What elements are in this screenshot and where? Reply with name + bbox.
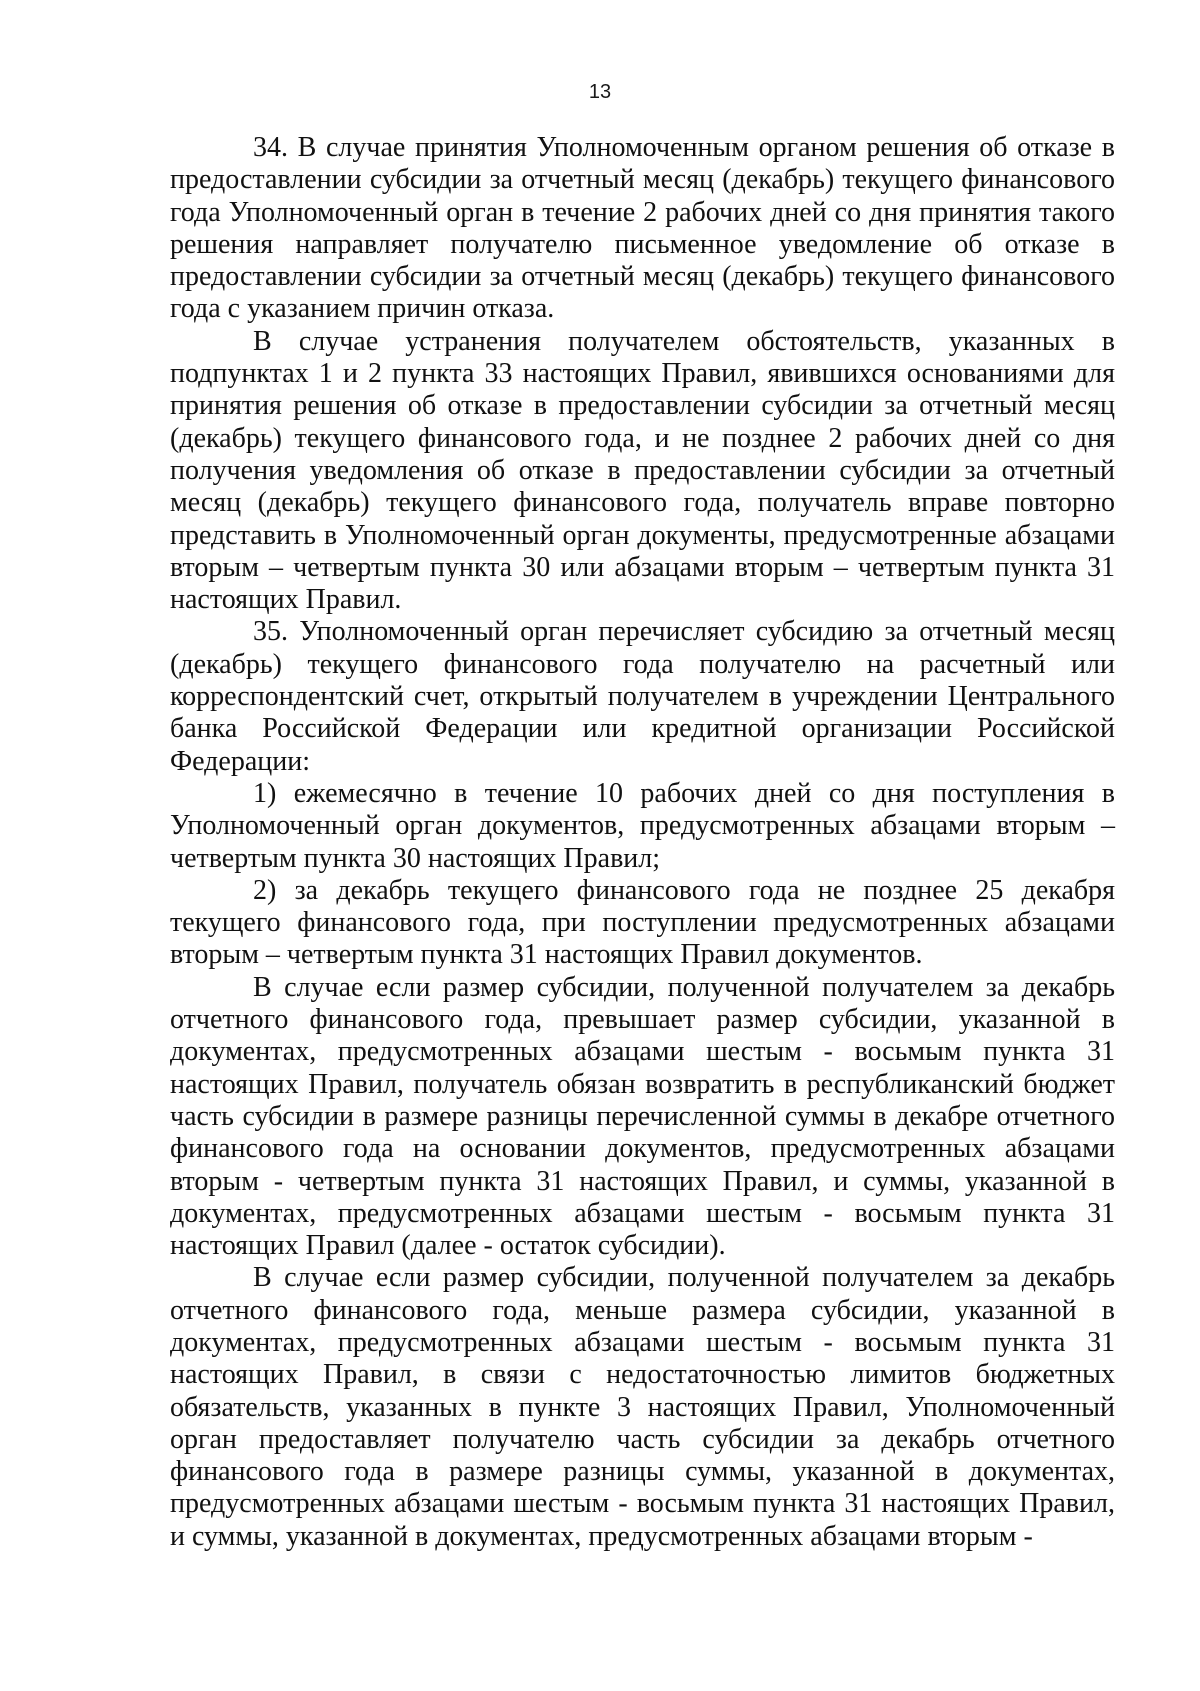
paragraph-subsidy-shortfall: В случае если размер субсидии, полученной получателем за декабрь отчетного финансового года, меньше размера субсидии, указанной в документах, предусмотренных абзацами шестым - восьмым пункта 31 настоящих Правил, в связи с недостаточностью лимитов бюджетных обязательств, указанных в пункте 3 настоящих Правил, Уполномоченный орган предоставляет получателю часть субсидии за декабрь отчетного финансового года в размере разницы суммы, указанной в документах, предусмотренных абзацами шестым - восьмым пункта 31 настоящих Правил, и суммы, указанной в документах, предусмотренных абзацами вторым -	[170, 1262, 1115, 1552]
document-body	[170, 132, 1115, 1553]
paragraph-34: 34. В случае принятия Уполномоченным органом решения об отказе в предоставлении субсидии за отчетный месяц (декабрь) текущего финансового года Уполномоченный орган в течение 2 рабочих дней со дня принятия такого решения направляет получателю письменное уведомление об отказе в предоставлении субсидии за отчетный месяц (декабрь) текущего финансового года с указанием причин отказа.	[170, 132, 1115, 325]
paragraph-35: 35. Уполномоченный орган перечисляет субсидию за отчетный месяц (декабрь) текущего финансового года получателю на расчетный или корреспондентский счет, открытый получателем в учреждении Центрального банка Российской Федерации или кредитной организации Российской Федерации:	[170, 616, 1115, 777]
paragraph-35-item-2: 2) за декабрь текущего финансового года не позднее 25 декабря текущего финансового года, при поступлении предусмотренных абзацами вторым – четвертым пункта 31 настоящих Правил документов.	[170, 874, 1115, 971]
paragraph-34-continuation: В случае устранения получателем обстоятельств, указанных в подпунктах 1 и 2 пункта 33 настоящих Правил, явившихся основаниями для принятия решения об отказе в предоставлении субсидии за отчетный месяц (декабрь) текущего финансового года, и не позднее 2 рабочих дней со дня получения уведомления об отказе в предоставлении субсидии за отчетный месяц (декабрь) текущего финансового года, получатель вправе повторно представить в Уполномоченный орган документы, предусмотренные абзацами вторым – четвертым пункта 30 или абзацами вторым – четвертым пункта 31 настоящих Правил.	[170, 325, 1115, 616]
paragraph-subsidy-excess: В случае если размер субсидии, полученной получателем за декабрь отчетного финансового года, превышает размер субсидии, указанной в документах, предусмотренных абзацами шестым - восьмым пункта 31 настоящих Правил, получатель обязан возвратить в республиканский бюджет часть субсидии в размере разницы перечисленной суммы в декабре отчетного финансового года на основании документов, предусмотренных абзацами вторым - четвертым пункта 31 настоящих Правил, и суммы, указанной в документах, предусмотренных абзацами шестым - восьмым пункта 31 настоящих Правил (далее - остаток субсидии).	[170, 971, 1115, 1262]
page-number: 13	[588, 81, 612, 103]
paragraph-35-item-1: 1) ежемесячно в течение 10 рабочих дней со дня поступления в Уполномоченный орган документов, предусмотренных абзацами вторым – четвертым пункта 30 настоящих Правил;	[170, 777, 1115, 874]
